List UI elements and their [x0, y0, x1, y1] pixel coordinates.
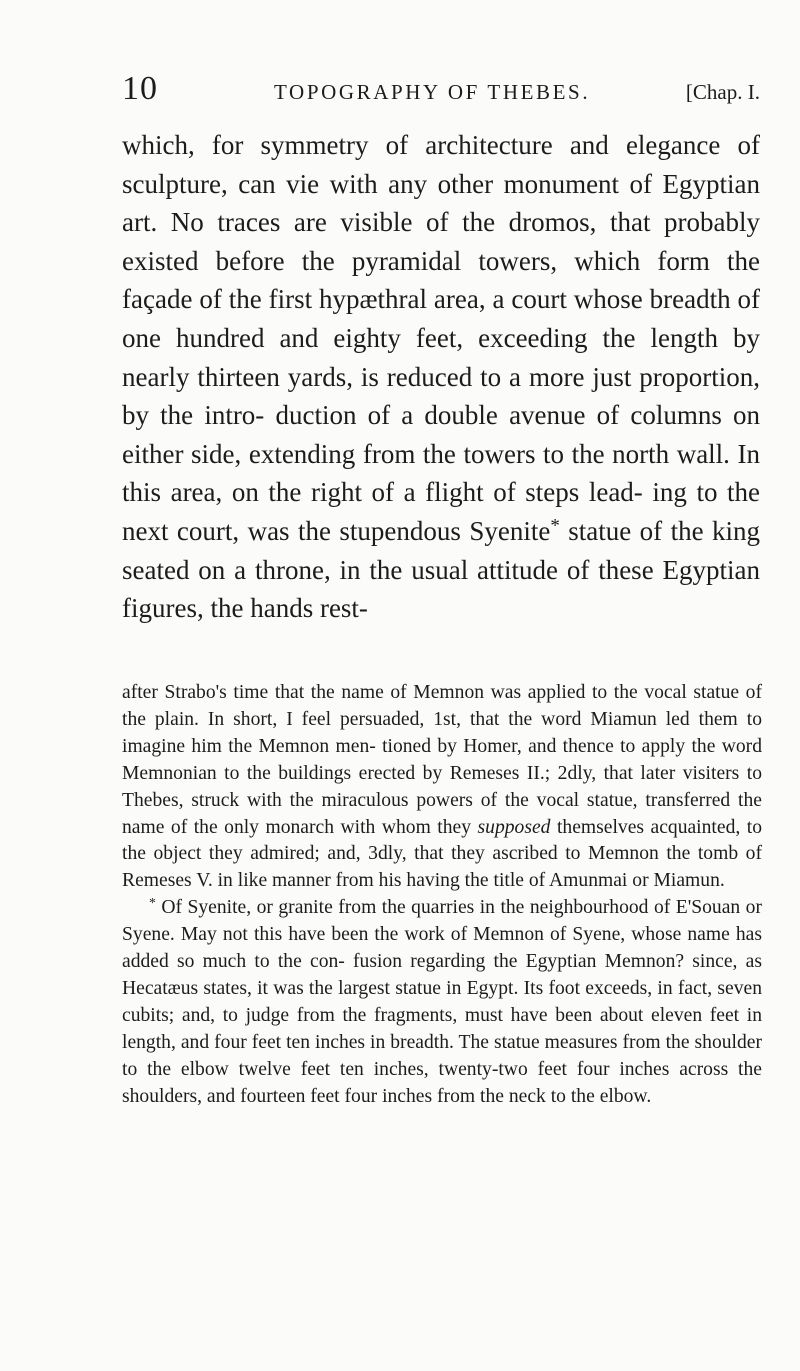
footnote-marker: * [550, 515, 560, 537]
running-title: TOPOGRAPHY OF THEBES. [274, 80, 591, 104]
footnote-syenite-text: Of Syenite, or granite from the quarries in the neighbourhood of E'Souan or Syene. May not this have been the work of Memnon of Syene, whose name has added so much to the con- fusion regarding the Egyptian Memnon? since, as Hecatæus states, it was the largest statue in Egypt. Its foot exceeds, in fact, seven cubits; and, to judge from the fragments, must have been about eleven feet in length, and four feet ten inches in breadth. The statue measures from the shoulder to the elbow twelve feet ten inches, twenty-two feet four inches across the shoulders, and fourteen feet four inches from the neck to the elbow. [122, 897, 762, 1107]
page-header [122, 70, 760, 110]
main-text-part-1: which, for symmetry of architecture and elegance of sculpture, can vie with any other monument of Egyptian art. No traces are visible of the dromos, that probably existed before the pyramidal towers, which form the façade of the first hypæthral area, a court whose breadth of one hundred and eighty feet, exceeding the length by nearly thirteen yards, is reduced to a more just proportion, by the intro- duction of a double avenue of columns on either side, extending from the towers to the north wall. In this area, on the right of a flight of steps lead- ing to the next court, was the stupendous Syenite [122, 130, 760, 546]
footnote-continued-text-2: themselves acquainted, to the object they admired; and, 3dly, that they ascribed to Memnon the tomb of Remeses V. in like manner from his having the title of Amunmai or Miamun. [122, 816, 762, 892]
main-text-part-2: statue of the king seated on a throne, in the usual attitude of these Egyptian figures, the hands rest- [122, 515, 760, 624]
page-number: 10 [122, 70, 158, 107]
footnote-continued-text-1: after Strabo's time that the name of Memnon was applied to the vocal statue of the plain. In short, I feel persuaded, 1st, that the word Miamun led them to imagine him the Memnon men- tioned by Homer, and thence to apply the word Memnonian to the buildings erected by Remeses II.; 2dly, that later visiters to Thebes, struck with the miraculous powers of the vocal statue, transferred the name of the only monarch with whom they [122, 682, 762, 838]
footnotes [122, 680, 762, 1111]
chapter-reference: [Chap. I. [685, 80, 760, 104]
footnote-continued [122, 680, 762, 895]
footnote-syenite [122, 895, 762, 1110]
footnote-italic-word: supposed [477, 816, 551, 838]
footnote-syenite-marker: * [149, 895, 156, 911]
main-paragraph [122, 126, 760, 628]
